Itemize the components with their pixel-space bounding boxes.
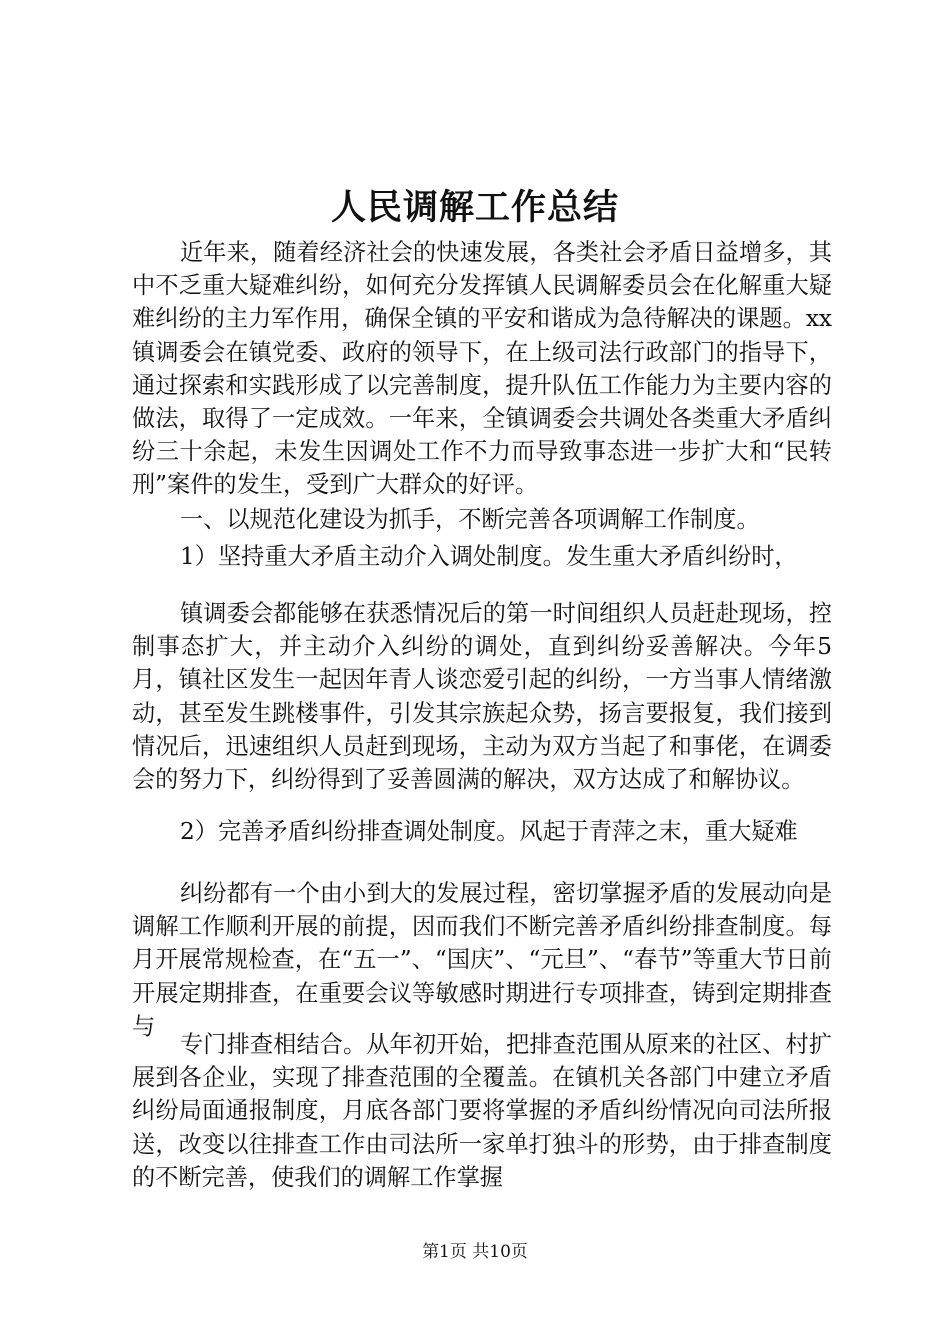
paragraph-item-2-body: 纠纷都有一个由小到大的发展过程，密切掌握矛盾的发展动向是调解工作顺利开展的前提，因而我们不断完善矛盾纠纷排查制度。每月开展常规检查，在“五一”、“国庆”、“元旦”、“春节”等重大节日前开展定期排查，在重要会议等敏感时期进行专项排查，铸到定期排查与 — [132, 880, 832, 1040]
paragraph-intro: 近年来，随着经济社会的快速发展，各类社会矛盾日益增多，其中不乏重大疑难纠纷，如何充分发挥镇人民调解委员会在化解重大疑难纠纷的主力军作用，确保全镇的平安和谐成为急待解决的课题。xx镇调委会在镇党委、政府的领导下，在上级司法行政部门的指导下，通过探索和实践形成了以完善制度，提升队伍工作能力为主要内容的做法，取得了一定成效。一年来，全镇调委会共调处各类重大矛盾纠纷三十余起，未发生因调处工作不力而导致事态进一步扩大和“民转刑”案件的发生，受到广大群众的好评。 — [132, 239, 832, 499]
paragraph-item-2-continued: 专门排查相结合。从年初开始，把排查范围从原来的社区、村扩展到各企业，实现了排查范围的全覆盖。在镇机关各部门中建立矛盾纠纷局面通报制度，月底各部门要将掌握的矛盾纠纷情况向司法所报送，改变以往排查工作由司法所一家单打独斗的形势，由于排查制度的不断完善，使我们的调解工作掌握 — [132, 1031, 832, 1191]
page-footer: 第1页 共10页 — [422, 1242, 528, 1262]
section-heading-1: 一、以规范化建设为抓手，不断完善各项调解工作制度。 — [180, 506, 760, 533]
paragraph-item-1-start: 1）坚持重大矛盾主动介入调处制度。发生重大矛盾纠纷时， — [180, 543, 798, 570]
document-title: 人民调解工作总结 — [330, 187, 619, 228]
paragraph-item-2-start: 2）完善矛盾纠纷排查调处制度。风起于青萍之末，重大疑难 — [180, 818, 798, 845]
paragraph-item-1-body: 镇调委会都能够在获悉情况后的第一时间组织人员赶赴现场，控制事态扩大，并主动介入纠纷的调处，直到纠纷妥善解决。今年5月，镇社区发生一起因年青人谈恋爱引起的纠纷，一方当事人情绪激动，甚至发生跳楼事件，引发其宗族起众势，扬言要报复，我们接到情况后，迅速组织人员赶到现场，主动为双方当起了和事佬，在调委会的努力下，纠纷得到了妥善圆满的解决，双方达成了和解协议。 — [132, 600, 832, 794]
